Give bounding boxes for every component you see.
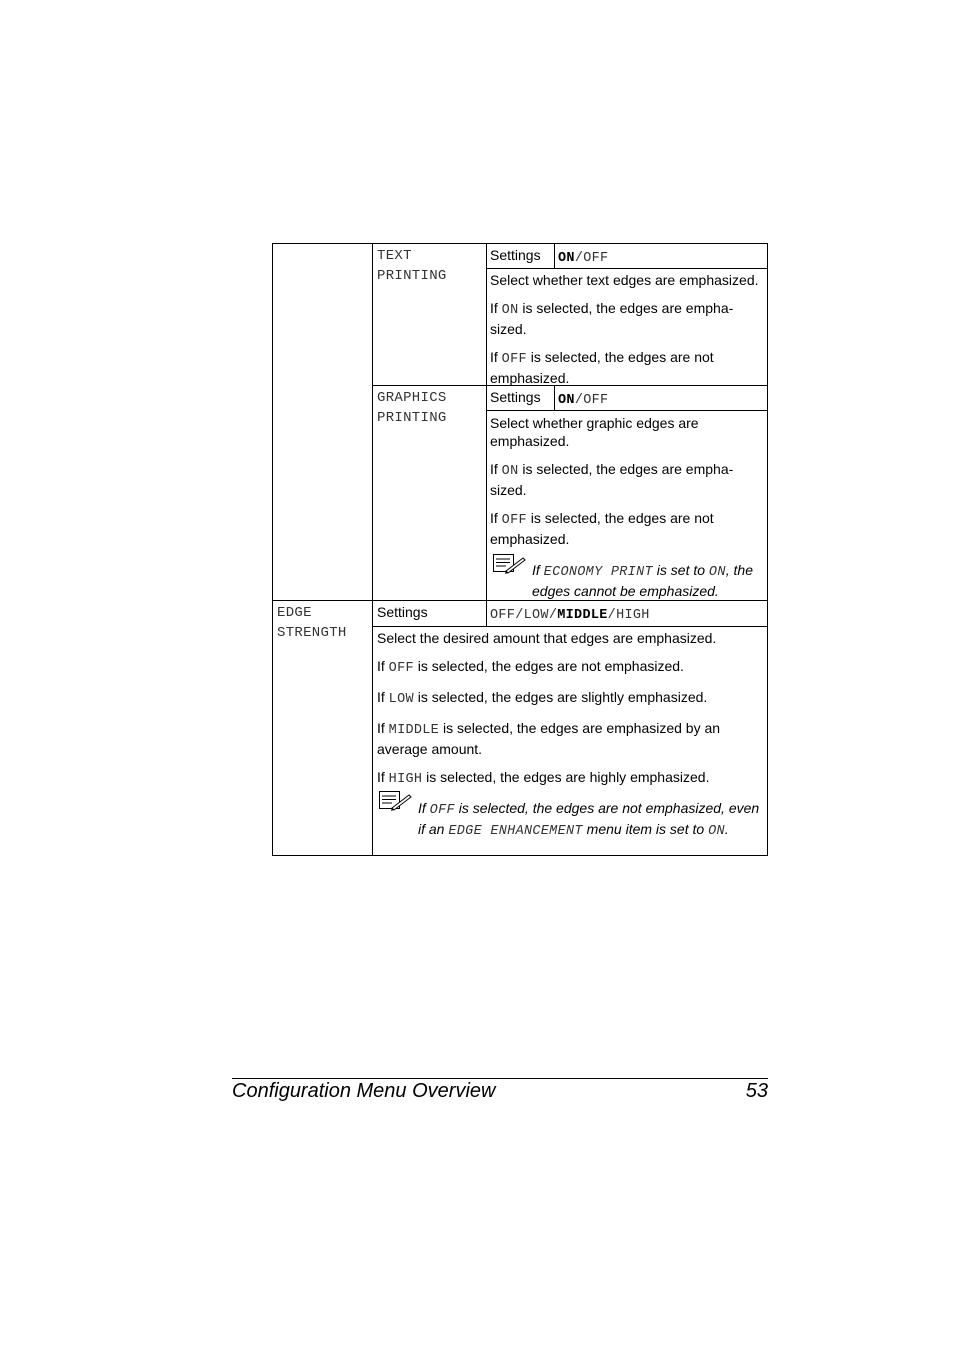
col-divider-1 (372, 243, 373, 856)
item-name-line: PRINTING (377, 268, 447, 284)
description-edge-strength (377, 629, 757, 789)
settings-value: OFF/LOW/MIDDLE/HIGH (490, 608, 650, 623)
item-name-edge-strength (277, 603, 347, 643)
default-value: ON (558, 251, 575, 266)
row-divider-graphics-settings (486, 410, 768, 411)
on-explanation: If ON is selected, the edges are empha-sized. (490, 461, 734, 498)
description: Select whether text edges are emphasized. (490, 272, 759, 288)
on-explanation: If ON is selected, the edges are empha-sized. (490, 300, 734, 337)
row-divider-edge (272, 600, 768, 601)
settings-label: Settings (490, 389, 541, 405)
value-separator: / (574, 251, 584, 266)
option-value: OFF (583, 393, 609, 408)
note-pencil-icon (492, 553, 526, 575)
item-name-line: TEXT (377, 248, 412, 264)
option-high: HIGH (616, 608, 650, 623)
item-name-line: EDGE (277, 605, 312, 621)
settings-label: Settings (490, 247, 541, 263)
note-economy-print: If ECONOMY PRINT is set to ON, the edges cannot be emphasized. (532, 562, 753, 599)
off-explanation: If OFF is selected, the edges are not emphasized. (490, 349, 714, 386)
row-divider-edge-settings (372, 626, 768, 627)
value-separator: / (574, 393, 584, 408)
description-text-printing (490, 271, 766, 387)
col-divider-settings-1 (554, 243, 555, 269)
footer-rule (232, 1078, 768, 1079)
settings-label: Settings (377, 604, 428, 620)
note-pencil-icon (378, 790, 412, 812)
description-graphics-printing (490, 414, 752, 548)
middle-explanation: If MIDDLE is selected, the edges are emphasized by an average amount. (377, 720, 721, 757)
item-name-line: STRENGTH (277, 625, 347, 641)
high-explanation: If HIGH is selected, the edges are highly emphasized. (377, 769, 710, 787)
note-edge-enhancement: If OFF is selected, the edges are not emphasized, even if an EDGE ENHANCEMENT menu item is set to ON. (418, 800, 760, 839)
off-explanation: If OFF is selected, the edges are not emphasized. (490, 510, 714, 547)
description: Select the desired amount that edges are emphasized. (377, 630, 717, 646)
col-divider-settings-2 (554, 385, 555, 411)
footer-title: Configuration Menu Overview (232, 1080, 496, 1102)
row-divider-text-settings (486, 268, 768, 269)
settings-value (558, 389, 608, 410)
item-name-line: PRINTING (377, 410, 447, 426)
option-off: OFF (490, 608, 516, 623)
table-border-top (272, 243, 768, 244)
item-name-graphics-printing (377, 388, 447, 428)
low-explanation: If LOW is selected, the edges are slightly emphasized. (377, 689, 708, 707)
settings-value (558, 247, 608, 268)
table-border-right (767, 243, 768, 856)
page-number: 53 (745, 1080, 768, 1102)
default-value: MIDDLE (557, 608, 608, 623)
col-divider-2 (486, 243, 487, 627)
table-border-bottom (272, 855, 768, 856)
item-name-line: GRAPHICS (377, 390, 447, 406)
option-value: OFF (583, 251, 609, 266)
description: Select whether graphic edges are emphasized. (490, 415, 699, 449)
table-border-left (272, 243, 273, 856)
option-low: LOW (523, 608, 549, 623)
item-name-text-printing (377, 246, 447, 286)
default-value: ON (558, 393, 575, 408)
off-explanation: If OFF is selected, the edges are not emphasized. (377, 658, 684, 676)
